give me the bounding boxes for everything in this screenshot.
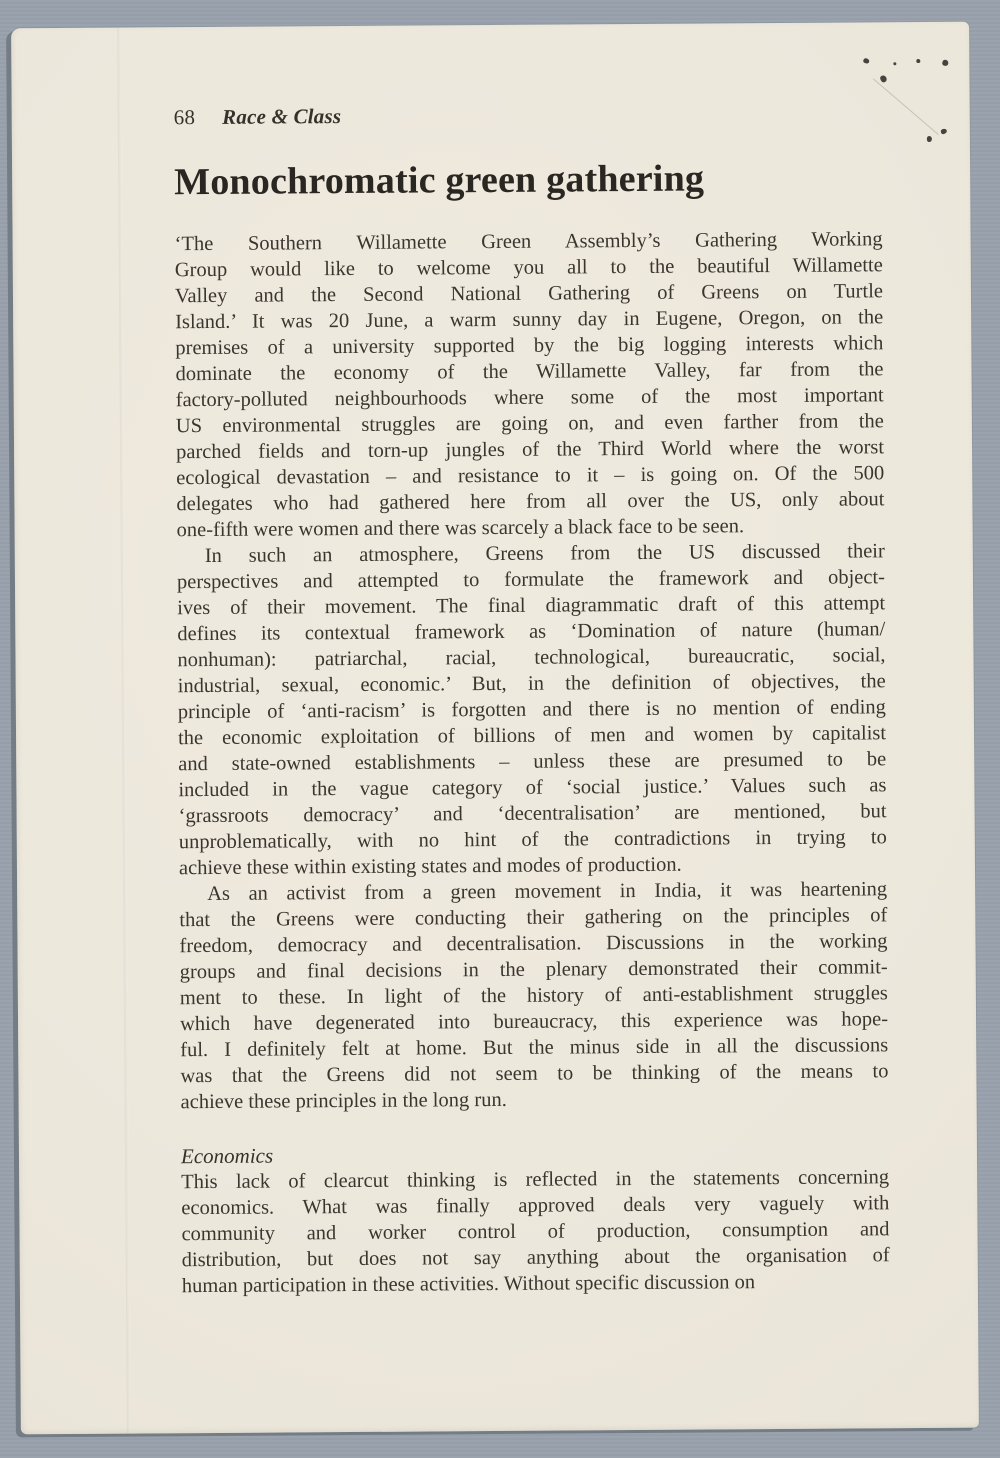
text-line: nonhuman): patriarchal, racial, technological, bureaucratic, social, bbox=[177, 644, 886, 672]
text-line: This lack of clearcut thinking is reflected in the statements concerning bbox=[181, 1166, 890, 1194]
text-line: factory-polluted neighbourhoods where some of the most important bbox=[175, 384, 884, 412]
text-line: As an activist from a green movement in India, it was heartening bbox=[207, 878, 888, 906]
article-title: Monochromatic green gathering bbox=[174, 157, 705, 204]
intro-paragraphs bbox=[175, 226, 889, 1115]
page-content bbox=[173, 22, 890, 1299]
text-line: perspectives and attempted to formulate the framework and object- bbox=[176, 566, 886, 594]
running-head bbox=[174, 100, 882, 130]
section-paragraphs bbox=[181, 1164, 890, 1299]
text-line: delegates who had gathered here from all over the US, only about bbox=[176, 488, 885, 516]
text-line: community and worker control of production, consumption and bbox=[181, 1218, 890, 1246]
article-body bbox=[175, 226, 890, 1299]
page-crease-shadow bbox=[117, 28, 131, 1434]
text-line: Valley and the Second National Gathering of Greens on Turtle bbox=[174, 280, 884, 308]
text-line: which have degenerated into bureaucracy, this experience was hope- bbox=[179, 1008, 889, 1036]
page-number: 68 bbox=[173, 105, 196, 130]
text-line: achieve these principles in the long run. bbox=[180, 1088, 507, 1114]
ink-speck bbox=[927, 136, 932, 142]
text-line: human participation in these activities. Without specific discussion on bbox=[181, 1271, 756, 1298]
text-line: included in the vague category of ‘social justice.’ Values such as bbox=[178, 774, 887, 802]
text-line: ful. I definitely felt at home. But the minus side in all the discussions bbox=[180, 1034, 889, 1062]
text-line: ecological devastation – and resistance to it – is going on. Of the 500 bbox=[176, 462, 885, 490]
text-line: industrial, sexual, economic.’ But, in the definition of objectives, the bbox=[177, 670, 886, 698]
text-line: was that the Greens did not seem to be thinking of the means to bbox=[180, 1060, 889, 1088]
ink-speck bbox=[940, 128, 947, 135]
text-line: the economic exploitation of billions of men and women by capitalist bbox=[177, 722, 887, 750]
text-line: and state-owned establishments – unless these are presumed to be bbox=[178, 748, 887, 776]
text-line: ment to these. In light of the history of anti-establishment struggles bbox=[179, 982, 888, 1010]
text-line: defines its contextual framework as ‘Domination of nature (human/ bbox=[177, 618, 886, 646]
text-line: ‘grassroots democracy’ and ‘decentralisation’ are mentioned, but bbox=[178, 800, 887, 828]
ink-speck bbox=[942, 59, 949, 66]
scanned-page bbox=[11, 22, 979, 1435]
ink-speck bbox=[893, 62, 896, 65]
text-line: premises of a university supported by the big logging interests which bbox=[175, 332, 884, 360]
text-line: economics. What was finally approved deals very vaguely with bbox=[181, 1192, 890, 1220]
text-line: principle of ‘anti-racism’ is forgotten and there is no mention of ending bbox=[177, 696, 886, 724]
text-line: US environmental struggles are going on, and even farther from the bbox=[175, 410, 884, 438]
scratch-mark bbox=[873, 78, 939, 135]
text-line: ‘The Southern Willamette Green Assembly’s Gathering Working bbox=[174, 228, 883, 256]
text-line: Island.’ It was 20 June, a warm sunny day in Eugene, Oregon, on the bbox=[175, 306, 884, 334]
text-line: one-fifth were women and there was scarcely a black face to be seen. bbox=[176, 515, 745, 542]
text-line: achieve these within existing states and modes of production. bbox=[178, 853, 682, 880]
section-economics bbox=[181, 1138, 890, 1299]
section-heading: Economics bbox=[180, 1143, 274, 1169]
text-line: Group would like to welcome you all to the beautiful Willamette bbox=[174, 254, 883, 282]
text-line: unproblematically, with no hint of the contradictions in trying to bbox=[178, 826, 887, 854]
text-line: In such an atmosphere, Greens from the US discussed their bbox=[204, 540, 885, 568]
text-line: ives of their movement. The final diagrammatic draft of this attempt bbox=[177, 592, 886, 620]
text-line: freedom, democracy and decentralisation. Discussions in the working bbox=[179, 930, 888, 958]
text-line: dominate the economy of the Willamette Valley, far from the bbox=[175, 358, 884, 386]
text-line: distribution, but does not say anything about the organisation of bbox=[181, 1244, 890, 1272]
text-line: parched fields and torn-up jungles of the Third World where the worst bbox=[175, 436, 885, 464]
text-line: that the Greens were conducting their gathering on the principles of bbox=[179, 904, 888, 932]
ink-speck bbox=[916, 59, 920, 63]
text-line: groups and final decisions in the plenary demonstrated their commit- bbox=[179, 956, 888, 984]
journal-title: Race & Class bbox=[222, 104, 342, 129]
